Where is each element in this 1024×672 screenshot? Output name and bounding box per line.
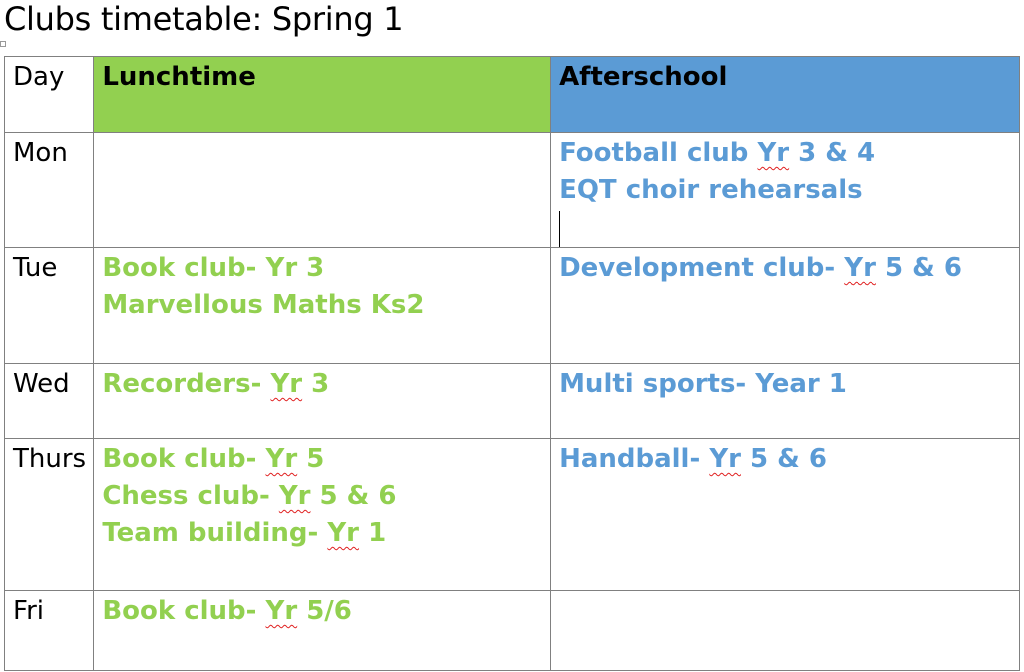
club-entry: Marvellous Maths Ks2	[102, 290, 425, 320]
club-entry: EQT choir rehearsals	[559, 175, 863, 205]
lunchtime-cell[interactable]	[94, 248, 551, 364]
table-row	[5, 591, 1020, 671]
lunchtime-cell[interactable]	[94, 133, 551, 248]
table-move-handle[interactable]	[0, 41, 6, 47]
spellcheck-word: Yr	[278, 481, 311, 511]
club-entry: Team building- Yr 1	[102, 518, 387, 548]
lunchtime-header: Lunchtime	[102, 62, 256, 92]
club-entry: Football club Yr 3 & 4	[559, 138, 876, 168]
page-title: Clubs timetable: Spring 1	[4, 0, 404, 38]
club-entry: Recorders- Yr 3	[102, 369, 330, 399]
club-entry: Handball- Yr 5 & 6	[559, 444, 827, 474]
day-label: Mon	[13, 138, 68, 168]
table-row	[5, 133, 1020, 248]
day-label: Thurs	[13, 444, 87, 474]
lunchtime-cell[interactable]	[94, 364, 551, 439]
afterschool-cell[interactable]	[551, 133, 1020, 248]
header-row	[5, 57, 1020, 133]
lunchtime-cell[interactable]	[94, 591, 551, 671]
spellcheck-word: Yr	[265, 444, 298, 474]
club-entry: Chess club- Yr 5 & 6	[102, 481, 397, 511]
table-row	[5, 248, 1020, 364]
day-header: Day	[13, 62, 65, 92]
day-cell[interactable]	[5, 364, 94, 439]
table-row	[5, 364, 1020, 439]
day-cell[interactable]	[5, 591, 94, 671]
lunchtime-cell[interactable]	[94, 439, 551, 591]
club-entry: Multi sports- Year 1	[559, 369, 847, 399]
day-cell[interactable]	[5, 133, 94, 248]
afterschool-cell[interactable]	[551, 248, 1020, 364]
spellcheck-word: Yr	[327, 518, 360, 548]
afterschool-cell[interactable]	[551, 591, 1020, 671]
club-entry: Development club- Yr 5 & 6	[559, 253, 962, 283]
day-cell[interactable]	[5, 439, 94, 591]
afterschool-header-cell[interactable]	[551, 57, 1020, 133]
table-row	[5, 439, 1020, 591]
club-entry: Book club- Yr 5/6	[102, 596, 352, 626]
clubs-timetable	[4, 56, 1020, 671]
club-entry: Book club- Yr 3	[102, 253, 325, 283]
day-label: Fri	[13, 596, 44, 626]
day-label: Tue	[13, 253, 58, 283]
afterschool-header: Afterschool	[559, 62, 728, 92]
club-entry: Book club- Yr 5	[102, 444, 325, 474]
day-cell[interactable]	[5, 248, 94, 364]
spellcheck-word: Yr	[270, 369, 303, 399]
spellcheck-word: Yr	[844, 253, 876, 283]
text-cursor	[559, 211, 560, 247]
afterschool-cell[interactable]	[551, 439, 1020, 591]
day-label: Wed	[13, 369, 70, 399]
spellcheck-word: Yr	[265, 596, 298, 626]
day-header-cell[interactable]	[5, 57, 94, 133]
spellcheck-word: Yr	[709, 444, 741, 474]
spellcheck-word: Yr	[757, 138, 790, 168]
lunchtime-header-cell[interactable]	[94, 57, 551, 133]
afterschool-cell[interactable]	[551, 364, 1020, 439]
